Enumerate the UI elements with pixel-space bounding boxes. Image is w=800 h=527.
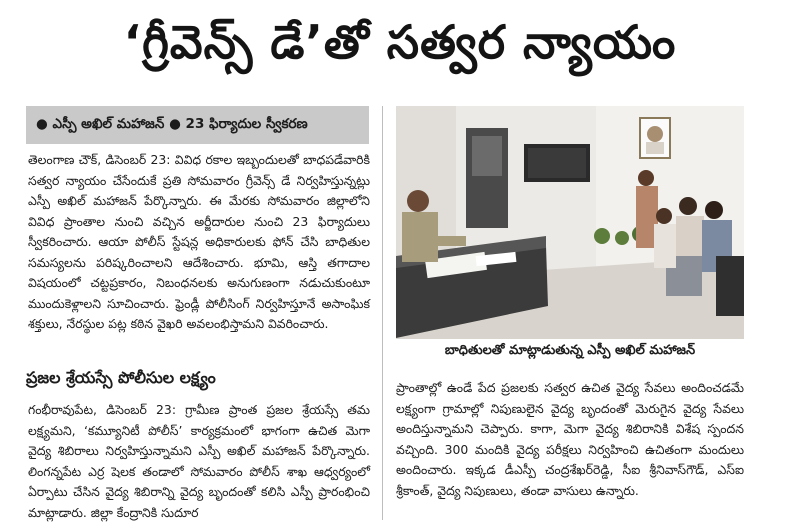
article-body-column-2: గంభీరావుపేట, డిసెంబర్ 23: గ్రామీణ ప్రాంత ప్రజల శ్రేయస్సే తమ లక్ష్యమని, ‘కమ్యూనిటీ పోలీస్’ కార్యక్రమంలో భాగంగా ఉచిత మెగా వైద్య శిబిరాలు నిర్వహిస్తున్నామని ఎస్పీ అఖిల్ మహాజన్ పేర్కొన్నారు. లింగన్నపేట ఎర్ర షెలక తండాలో సోమవారం పోలీస్ శాఖ ఆధ్వర్యంలో ఏర్పాటు చేసిన వైద్య శిబిరాన్ని వైద్య బృందంతో కలిసి ఎస్పీ ప్రారంభించి మాట్లాడారు. జిల్లా కేంద్రానికి సుదూర	[28, 402, 370, 520]
photo-caption: బాధితులతో మాట్లాడుతున్న ఎస్పీ అఖిల్ మహాజన్	[444, 343, 696, 358]
article-body-column-1: తెలంగాణ చౌక్, డిసెంబర్ 23: వివిధ రకాల ఇబ్బందులతో బాధపడేవారికి సత్వర న్యాయం చేసేందుకే ప్రతి సోమవారం గ్రీవెన్స్ డే నిర్వహిస్తున్నట్లు ఎస్పీ అఖిల్ మహాజన్ పేర్కొన్నారు. ఈ మేరకు సోమవారం జిల్లాలోని వివిధ ప్రాంతాల నుంచి వచ్చిన అర్జీదారుల నుంచి 23 ఫిర్యాదులు స్వీకరించారు. ఆయా పోలీస్ స్టేషన్ల అధికారులకు ఫోన్ చేసి బాధితుల సమస్యలను పరిష్కరించాలని ఆదేశించారు. భూమి, ఆస్తి తగాదాల విషయంలో చట్టప్రకారం, నిబంధనలకు అనుగుణంగా నడుచుకుంటూ ముందుకెళ్లాలని సూచించారు. ఫ్రెండ్లీ పోలీసింగ్ నిర్వహిస్తూనే అసాంఘిక శక్తులు, నేరస్థుల పట్ల కఠిన వైఖరి అవలంభిస్తామని వివరించారు.	[28, 152, 370, 331]
news-photo	[396, 106, 744, 339]
photo-illustration	[396, 106, 744, 339]
kicker-strap: ● ఎస్పీ అఖిల్ మహాజన్ ● 23 ఫిర్యాదుల స్వీకరణ	[26, 106, 369, 144]
headline: ‘గ్రీవెన్స్ డే’తో సత్వర న్యాయం	[123, 15, 677, 69]
subheading: ప్రజల శ్రేయస్సే పోలీసుల లక్ష్యం	[26, 368, 216, 387]
column-divider	[382, 106, 383, 520]
article-body-column-3: ప్రాంతాల్లో ఉండే పేద ప్రజలకు సత్వర ఉచిత వైద్య సేవలు అందించడమే లక్ష్యంగా గ్రామాల్లో నిపుణులైన వైద్య బృందంతో మెరుగైన వైద్య సేవలు అందిస్తున్నామని చెప్పారు. కాగా, మెగా వైద్య శిబిరానికి విశేష స్పందన వచ్చింది. 300 మందికి వైద్య పరీక్షలు నిర్వహించి ఉచితంగా మందులు అందించారు. ఇక్కడ డీఎస్పీ చంద్రశేఖర్‌రెడ్డి, సీఐ శ్రీనివాస్‌గౌడ్, ఎస్ఐ శ్రీకాంత్, వైద్య నిపుణులు, తండా వాసులు ఉన్నారు.	[396, 380, 744, 498]
